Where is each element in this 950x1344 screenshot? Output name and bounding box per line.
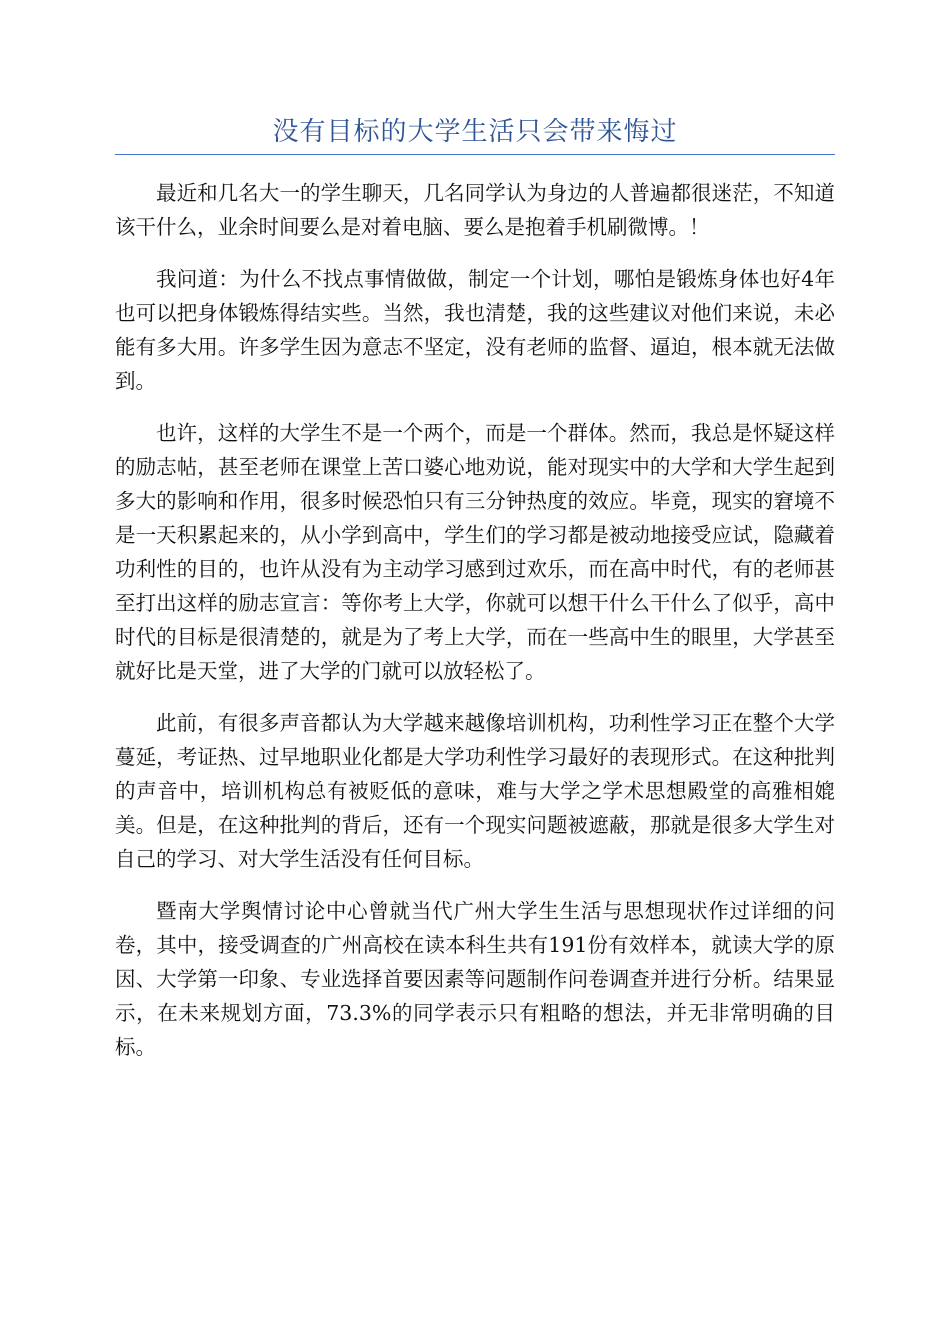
document-title: 没有目标的大学生活只会带来悔过 [272, 117, 678, 147]
document-body [115, 176, 835, 1082]
paragraph-2: 我问道：为什么不找点事情做做，制定一个计划，哪怕是锻炼身体也好4年也可以把身体锻炼得结实些。当然，我也清楚，我的这些建议对他们来说，未必能有多大用。许多学生因为意志不坚定，没有老师的监督、逼迫，根本就无法做到。 [115, 267, 835, 393]
paragraph-4: 此前，有很多声音都认为大学越来越像培训机构，功利性学习正在整个大学蔓延，考证热、过早地职业化都是大学功利性学习最好的表现形式。在这种批判的声音中，培训机构总有被贬低的意味，难与大学之学术思想殿堂的高雅相媲美。但是，在这种批判的背后，还有一个现实问题被遮蔽，那就是很多大学生对自己的学习、对大学生活没有任何目标。 [115, 711, 835, 871]
title-underline [115, 154, 835, 155]
paragraph-1: 最近和几名大一的学生聊天，几名同学认为身边的人普遍都很迷茫，不知道该干什么，业余时间要么是对着电脑、要么是抱着手机刷微博。！ [115, 181, 835, 239]
paragraph-5: 暨南大学舆情讨论中心曾就当代广州大学生生活与思想现状作过详细的问卷，其中，接受调查的广州高校在读本科生共有191份有效样本，就读大学的原因、大学第一印象、专业选择首要因素等问题制作问卷调查并进行分析。结果显示，在未来规划方面，73.3%的同学表示只有粗略的想法，并无非常明确的目标。 [115, 899, 835, 1059]
paragraph-3: 也许，这样的大学生不是一个两个，而是一个群体。然而，我总是怀疑这样的励志帖，甚至老师在课堂上苦口婆心地劝说，能对现实中的大学和大学生起到多大的影响和作用，很多时候恐怕只有三分钟热度的效应。毕竟，现实的窘境不是一天积累起来的，从小学到高中，学生们的学习都是被动地接受应试，隐藏着功利性的目的，也许从没有为主动学习感到过欢乐，而在高中时代，有的老师甚至打出这样的励志宣言：等你考上大学，你就可以想干什么干什么了似乎，高中时代的目标是很清楚的，就是为了考上大学，而在一些高中生的眼里，大学甚至就好比是天堂，进了大学的门就可以放轻松了。 [115, 421, 835, 683]
